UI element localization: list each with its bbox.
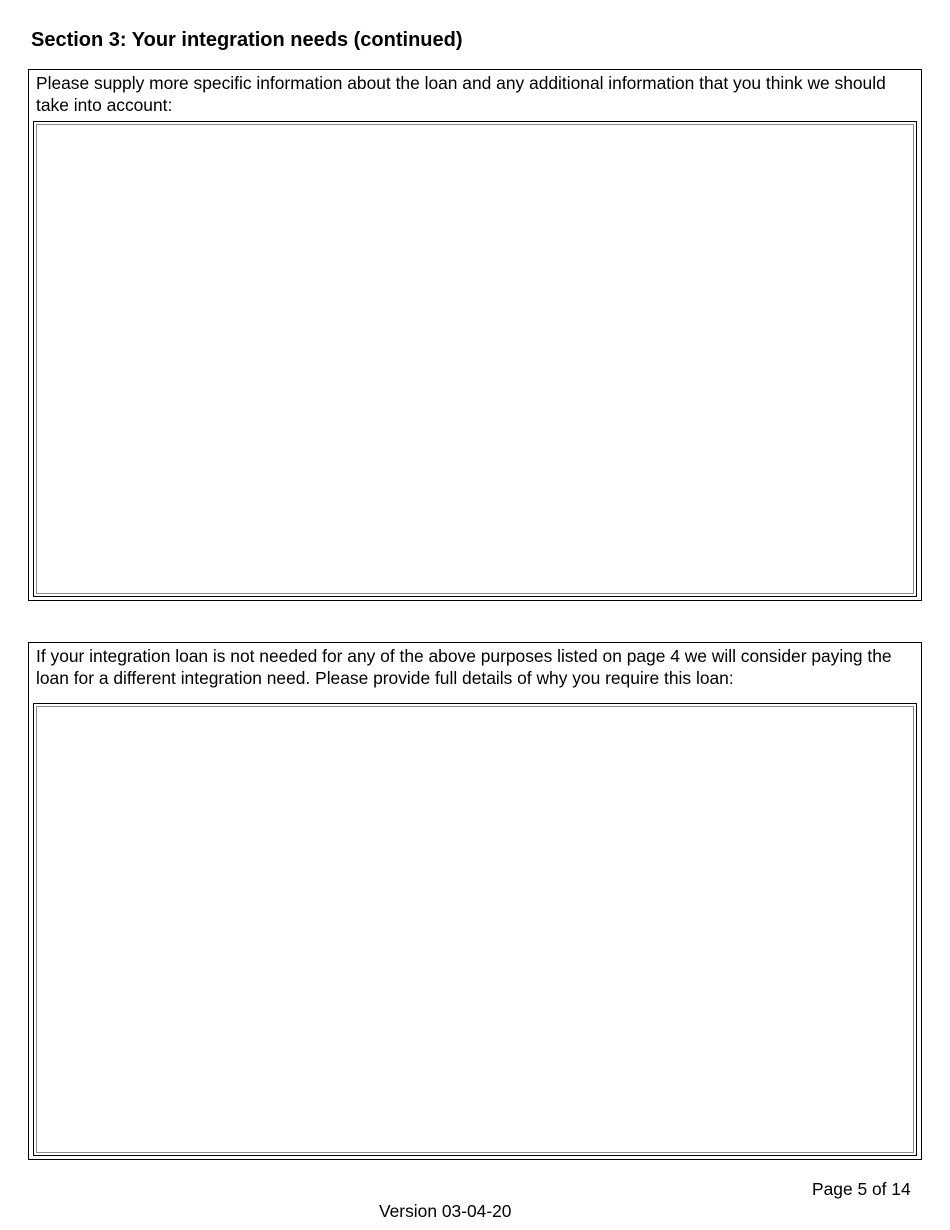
page-number: Page 5 of 14 xyxy=(812,1179,911,1199)
textbox-inner-frame xyxy=(36,706,914,1153)
different-integration-need-textbox[interactable] xyxy=(33,703,917,1156)
textbox-inner-frame xyxy=(36,124,914,594)
additional-information-panel xyxy=(28,69,922,601)
section-title: Section 3: Your integration needs (continued) xyxy=(31,29,463,51)
different-integration-need-label: If your integration loan is not needed for any of the above purposes listed on page 4 we will consider paying the loan for a different integration need. Please provide full details of why you require this loan: xyxy=(36,646,892,688)
version-label: Version 03-04-20 xyxy=(379,1201,512,1221)
additional-information-label: Please supply more specific information about the loan and any additional information that you think we should take into account: xyxy=(36,73,886,115)
different-integration-need-panel xyxy=(28,642,922,1160)
additional-information-textbox[interactable] xyxy=(33,121,917,597)
